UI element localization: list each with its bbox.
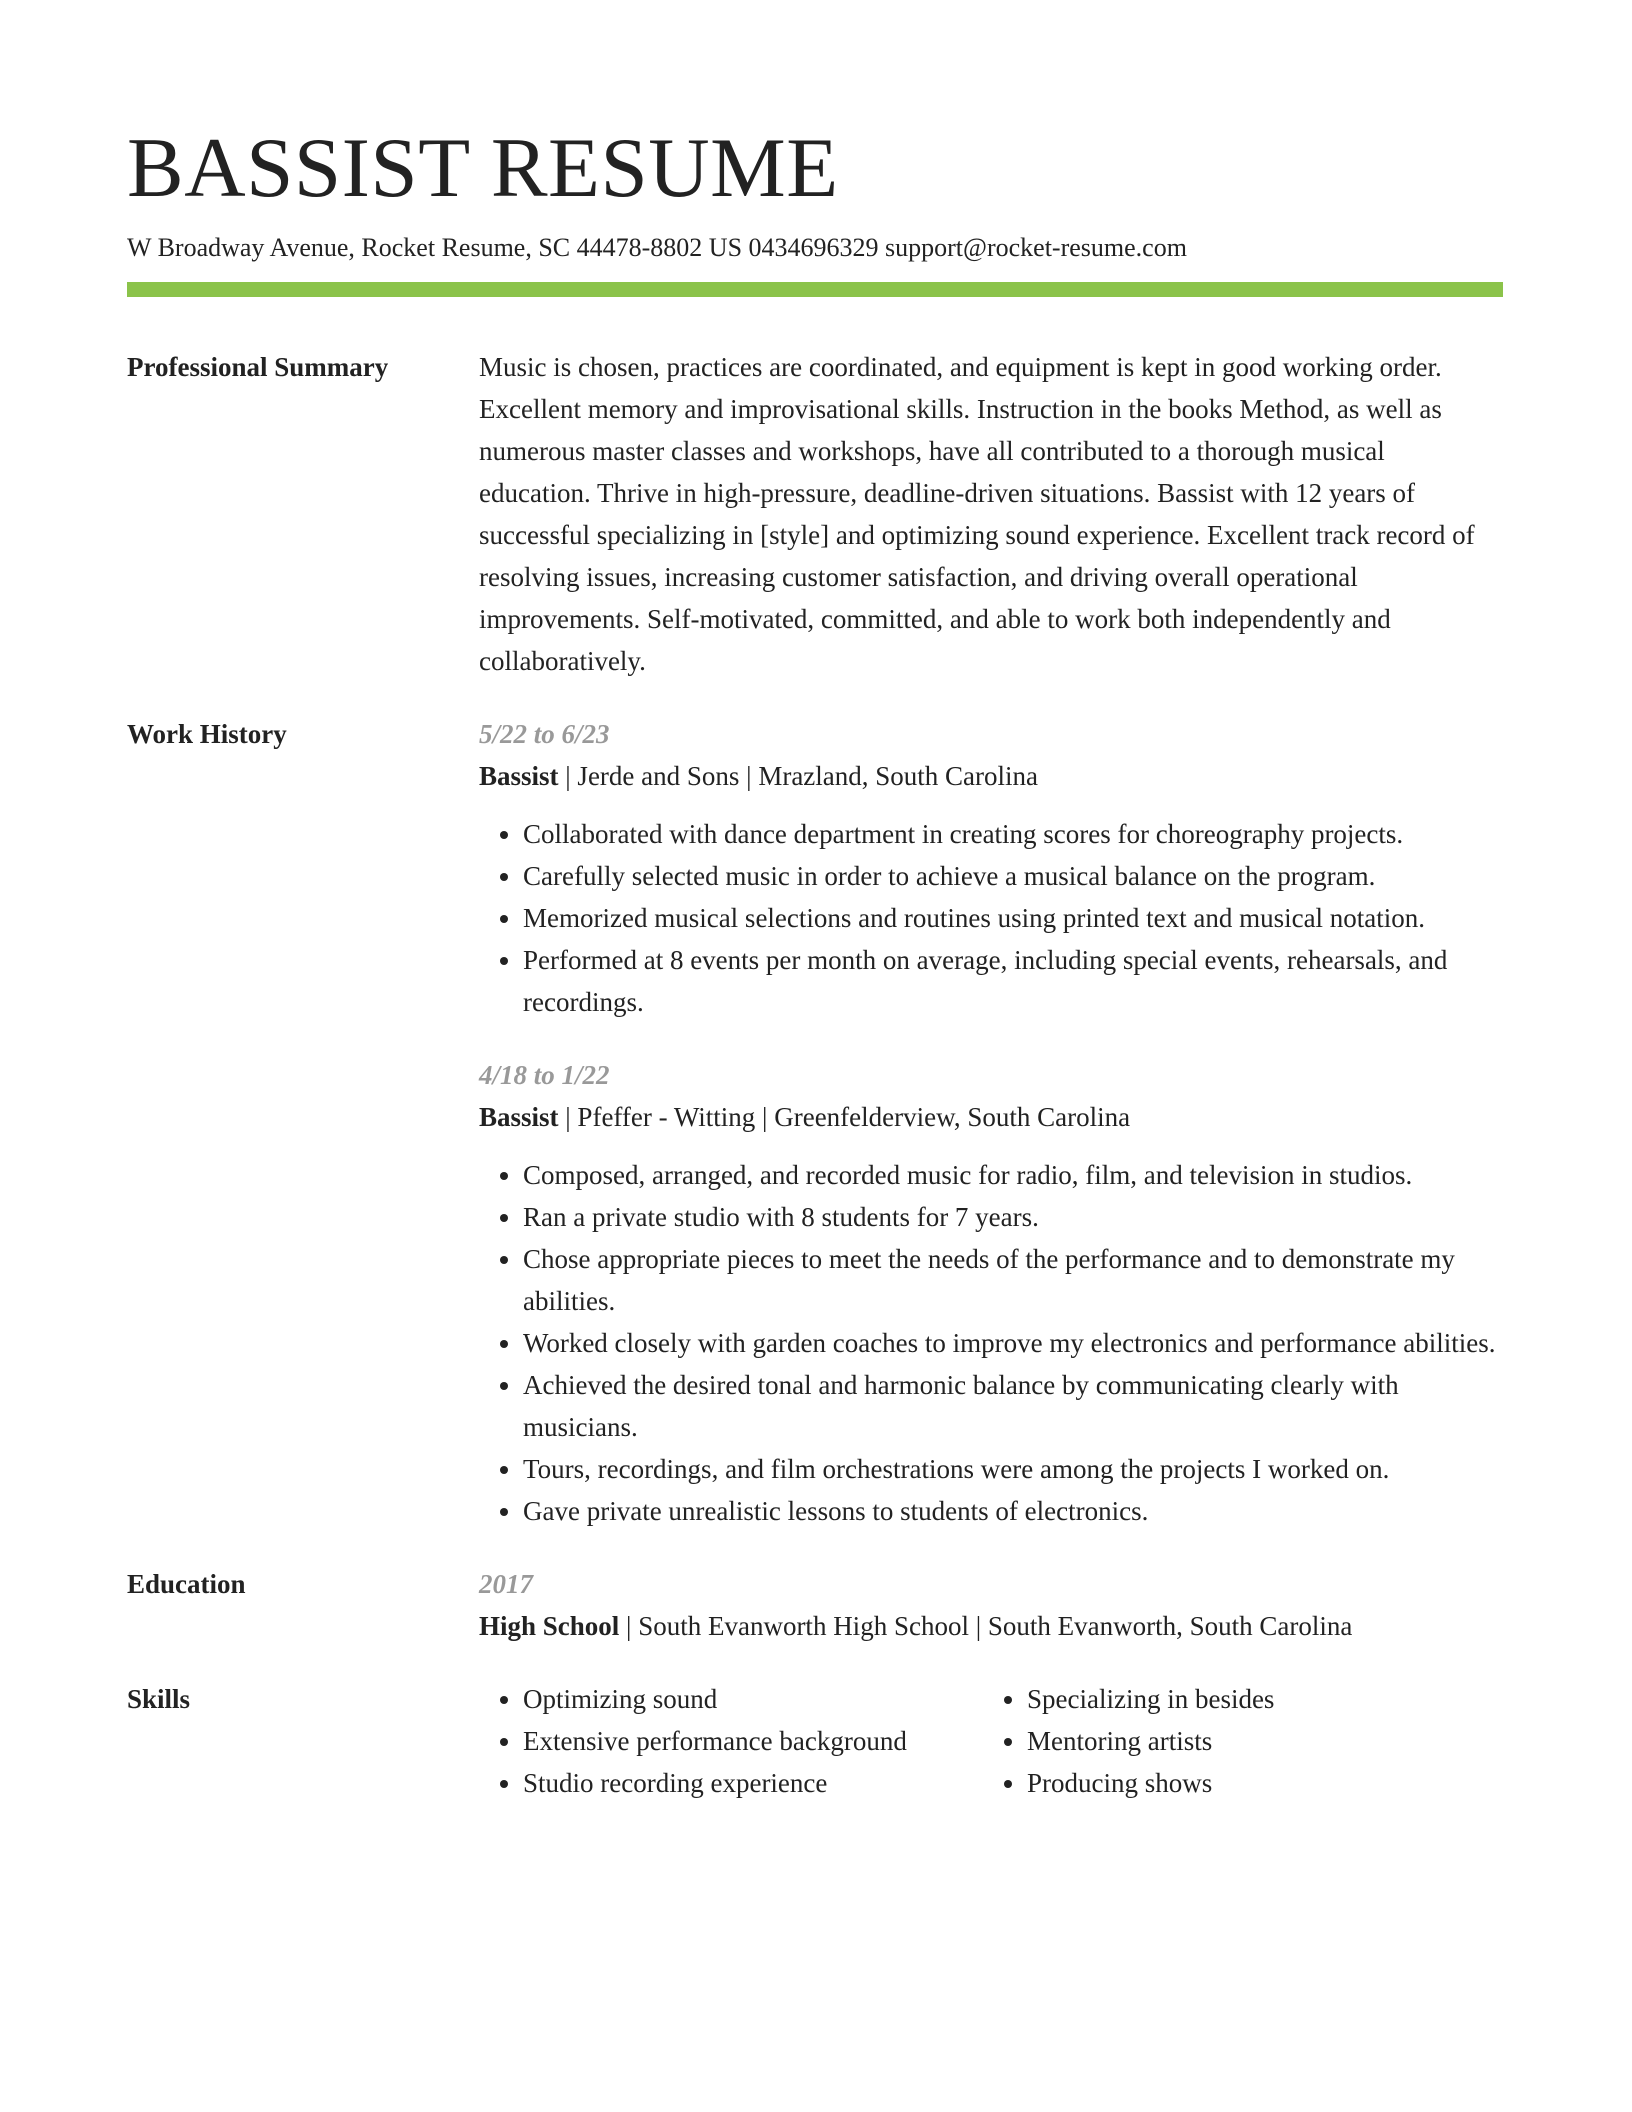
skill-item: • Producing shows (1027, 1762, 1274, 1804)
work-history-section (127, 713, 1503, 1532)
job-duty: • Gave private unrealistic lessons to students of electronics. (523, 1490, 1503, 1532)
resume-page (127, 118, 1503, 1804)
job-duty: • Performed at 8 events per month on average, including special events, rehearsals, and recordings. (523, 939, 1503, 1023)
job-duty: • Carefully selected music in order to achieve a musical balance on the program. (523, 855, 1503, 897)
work-history-heading: Work History (127, 719, 287, 749)
education-heading: Education (127, 1569, 246, 1599)
job-duty: • Ran a private studio with 8 students for 7 years. (523, 1196, 1503, 1238)
job-duty: • Achieved the desired tonal and harmonic balance by communicating clearly with musicians. (523, 1364, 1503, 1448)
resume-title: BASSIST RESUME (127, 121, 839, 215)
job-title: Bassist (479, 1102, 559, 1132)
skill-item: • Optimizing sound (523, 1678, 983, 1720)
job-title: Bassist (479, 761, 559, 791)
job-duty: • Chose appropriate pieces to meet the needs of the performance and to demonstrate my abilities. (523, 1238, 1503, 1322)
job-entry (479, 1054, 1503, 1532)
skill-item: • Extensive performance background (523, 1720, 983, 1762)
summary-text: Music is chosen, practices are coordinated, and equipment is kept in good working order. Excellent memory and improvisational skills. Instruction in the books Method, as well as numerous master classes and workshops, have all contributed to a thorough musical education. Thrive in high-pressure, deadline-driven situations. Bassist with 12 years of successful specializing in [style] and optimizing sound experience. Excellent track record of resolving issues, increasing customer satisfaction, and driving overall operational improvements. Self-motivated, committed, and able to work both independently and collaboratively. (479, 352, 1475, 676)
education-section (127, 1563, 1503, 1647)
job-dates: 4/18 to 1/22 (479, 1060, 610, 1090)
job-duties-list (479, 813, 1503, 1023)
education-degree: High School (479, 1611, 620, 1641)
header-divider (127, 282, 1503, 297)
job-duty: • Worked closely with garden coaches to improve my electronics and performance abilities. (523, 1322, 1503, 1364)
job-duties-list (479, 1154, 1503, 1532)
skills-heading: Skills (127, 1684, 191, 1714)
skills-grid (479, 1678, 1503, 1804)
job-duty: • Collaborated with dance department in creating scores for choreography projects. (523, 813, 1503, 855)
skill-item: • Studio recording experience (523, 1762, 983, 1804)
skills-column-1 (479, 1678, 983, 1804)
job-entry (479, 713, 1503, 1023)
job-duty: • Composed, arranged, and recorded music for radio, film, and television in studios. (523, 1154, 1503, 1196)
skill-item: • Mentoring artists (1027, 1720, 1274, 1762)
job-role-line (479, 755, 1503, 797)
job-role-line (479, 1096, 1503, 1138)
job-employer-location: | Jerde and Sons | Mrazland, South Carolina (558, 761, 1039, 791)
education-year: 2017 (479, 1569, 533, 1599)
skills-section (127, 1678, 1503, 1804)
summary-heading: Professional Summary (127, 352, 389, 382)
skill-item: • Specializing in besides (1027, 1678, 1274, 1720)
job-duty: • Tours, recordings, and film orchestrations were among the projects I worked on. (523, 1448, 1503, 1490)
contact-line: W Broadway Avenue, Rocket Resume, SC 44478-8802 US 0434696329 support@rocket-resume.com (127, 233, 1187, 262)
job-dates: 5/22 to 6/23 (479, 719, 610, 749)
job-employer-location: | Pfeffer - Witting | Greenfelderview, South Carolina (558, 1102, 1131, 1132)
education-line (479, 1605, 1503, 1647)
summary-section (127, 346, 1503, 682)
skills-column-2 (983, 1678, 1274, 1804)
education-school-location: | South Evanworth High School | South Evanworth, South Carolina (619, 1611, 1353, 1641)
job-duty: • Memorized musical selections and routines using printed text and musical notation. (523, 897, 1503, 939)
